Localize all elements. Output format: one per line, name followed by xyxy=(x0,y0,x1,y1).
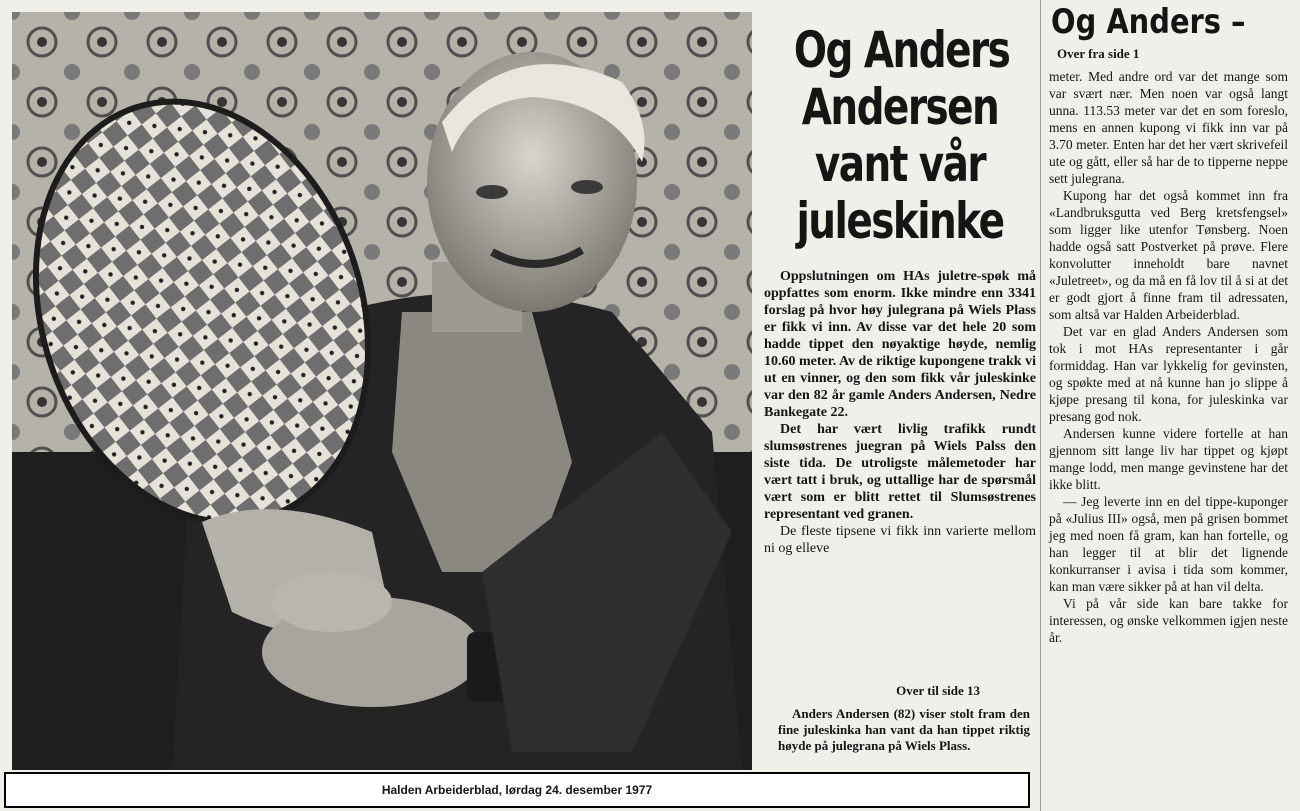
continuation-column xyxy=(1040,0,1298,811)
photo-man-with-ham xyxy=(12,12,752,770)
photo-caption xyxy=(778,706,1030,754)
continued-on-label: Over til side 13 xyxy=(896,683,980,698)
headline-line: Andersen xyxy=(801,78,999,136)
continuation-text xyxy=(1049,68,1298,646)
lead-paragraph: Det har vært livlig trafikk rundt slumsøstrenes juegran på Wiels Palss den siste tida. De utroligste målemetoder har vært tatt i bruk, og uttallige har de spørsmål vært som er blitt rettet til Slumsøstrenes representant ved granen. xyxy=(764,422,1036,522)
source-footer xyxy=(4,772,1030,808)
continuation-paragraph: meter. Med andre ord var det mange som var svært nær. Men noen var også langt unna. 113.53 meter var det en som foreslo, mens en annen kupong vi fikk inn var på 3.70 meter. Enten har det her vært skrivefeil ute og gått, eller så har de to tipperne neppe sett julegrana. xyxy=(1049,69,1288,186)
continuation-paragraph: Andersen kunne videre fortelle at han gjennom sitt lange liv har tippet og kjøpt mange lodd, men mange gevinstene har det ikke blitt. xyxy=(1049,426,1288,492)
body-text xyxy=(764,523,1036,557)
continuation-paragraph: Vi på vår side kan bare takke for interessen, og ønske velkommen igjen neste år. xyxy=(1049,596,1288,645)
continuation-paragraph: — Jeg leverte inn en del tippe-kuponger på «Julius III» også, men på grisen bommet jeg med noen få gram, kan han fortelle, og han legger til at blir det lignende konkurranser i avisa i tida som kommer, kan man være sikker på at han vil delta. xyxy=(1049,494,1288,594)
article-column xyxy=(764,14,1036,557)
caption-text: Anders Andersen (82) viser stolt fram den fine juleskinka han vant da han tippet riktig høyde på julegrana på Wiels Plass. xyxy=(778,706,1030,753)
lead-text xyxy=(764,268,1036,523)
continuation-paragraph: Det var en glad Anders Andersen som tok i mot HAs representanter i går formiddag. Han var lykkelig for gevinsten, og spøkte med at nå kunne han jo slippe å kjøpe presang til kona, for juleskinka var presang god nok. xyxy=(1049,324,1288,424)
source-citation: Halden Arbeiderblad, lørdag 24. desember 1977 xyxy=(381,783,653,797)
continued-from-label: Over fra side 1 xyxy=(1057,46,1140,61)
continuation-title: Og Anders – xyxy=(1051,2,1246,42)
headline-line: vant vår xyxy=(814,135,986,193)
headline-line: Og Anders xyxy=(793,21,1010,79)
continuation-paragraph: Kupong har det også kommet inn fra «Landbruksgutta ved Berg kretsfengsel» som ligger like utenfor Tønsberg. Noen hadde også satt Postverket på prøve. Flere konvolutter inneholdt bare navnet «Juletreet», og da må en få lov til å si at det er godt gjort å finne fram til adressaten, som altså var Halden Arbeiderblad. xyxy=(1049,188,1288,322)
lead-paragraph: Oppslutningen om HAs juletre-spøk må oppfattes som enorm. Ikke mindre enn 3341 forslag på hvor høy julegrana på Wiels Plass er fikk vi inn. Av disse var det hele 20 som hadde tippet den nøyaktige høyde, nemlig 10.60 meter. Av de riktige kupongene trakk vi ut en vinner, og den som fikk vår juleskinke var den 82 år gamle Anders Andersen, Nedre Bankegate 22. xyxy=(764,269,1036,420)
headline xyxy=(793,21,1010,250)
headline-line: juleskinke xyxy=(796,192,1004,250)
body-paragraph: De fleste tipsene vi fikk inn varierte mellom ni og elleve xyxy=(764,524,1036,556)
